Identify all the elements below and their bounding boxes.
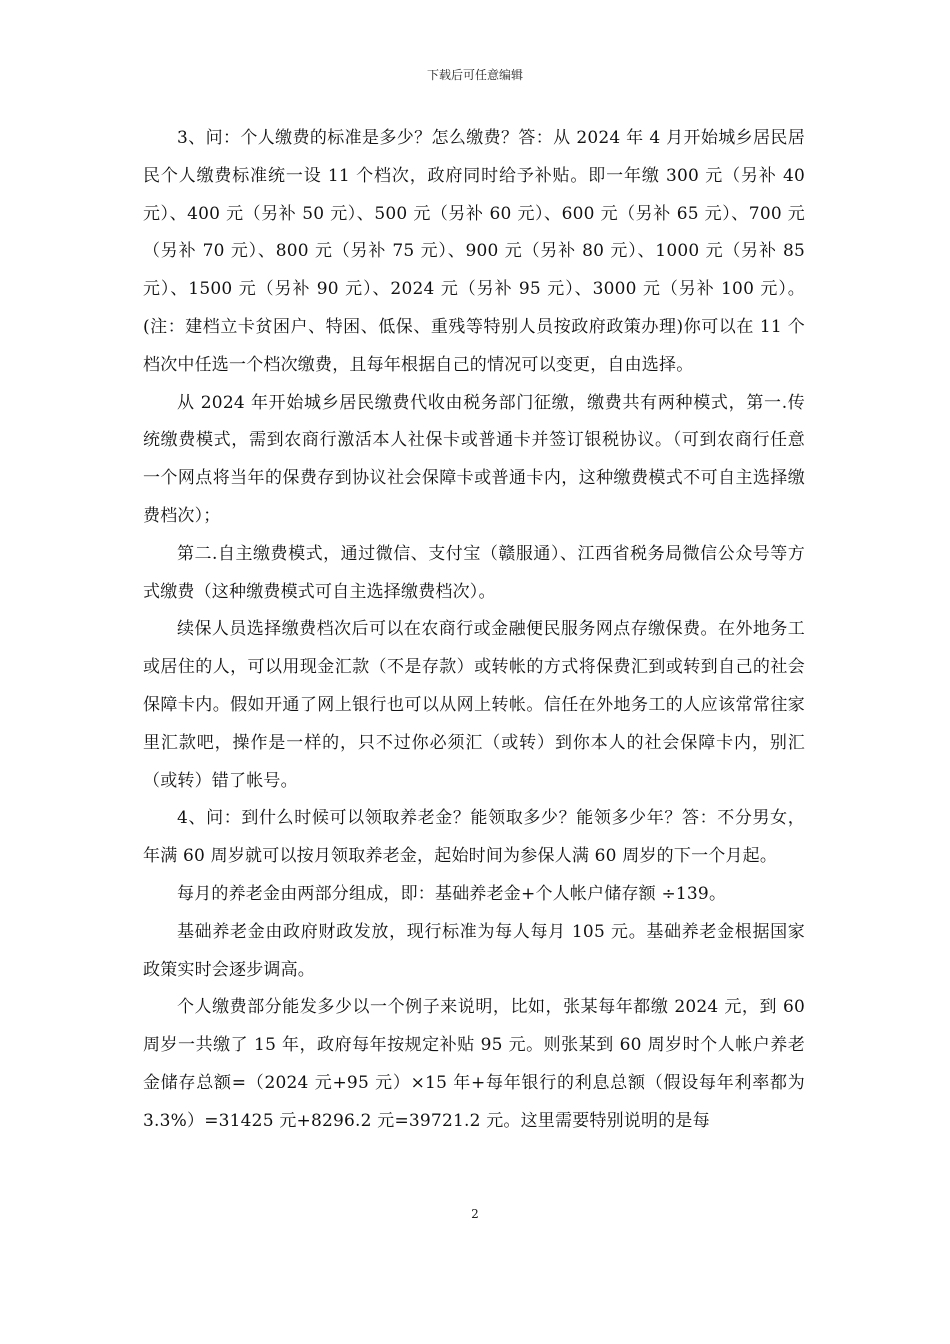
paragraph-renewal-payment: 续保人员选择缴费档次后可以在农商行或金融便民服务网点存缴保费。在外地务工或居住的人，可以用现金汇款（不是存款）或转帐的方式将保费汇到或转到自己的社会保障卡内。假如开通了网上银行也可以从网上转帐。信任在外地务工的人应该常常往家里汇款吧，操作是一样的，只不过你必须汇（或转）到你本人的社会保障卡内，别汇（或转）错了帐号。 <box>143 619 805 791</box>
paragraph-q3-contribution-standard: 3、问：个人缴费的标准是多少？怎么缴费？答：从 2024 年 4 月开始城乡居民居民个人缴费标准统一设 11 个档次，政府同时给予补贴。即一年缴 300 元（另补 40 元）、400 元（另补 50 元）、500 元（另补 60 元）、600 元（另补 65 元）、700 元（另补 70 元）、800 元（另补 75 元）、900 元（另补 80 元）、1000 元（另补 85 元）、1500 元（另补 90 元）、2024 元（另补 95 元）、3000 元（另补 100 元）。(注：建档立卡贫困户、特困、低保、重残等特别人员按政府政策办理)你可以在 11 个档次中任选一个档次缴费，且每年根据自己的情况可以变更，自由选择。 <box>143 128 805 375</box>
document-body <box>143 120 805 1141</box>
paragraph-q4-pension-eligibility: 4、问：到什么时候可以领取养老金？能领取多少？能领多少年？答：不分男女，年满 60 周岁就可以按月领取养老金，起始时间为参保人满 60 周岁的下一个月起。 <box>143 808 805 867</box>
paragraph-example-calculation: 个人缴费部分能发多少以一个例子来说明，比如，张某每年都缴 2024 元，到 60 周岁一共缴了 15 年，政府每年按规定补贴 95 元。则张某到 60 周岁时个人帐户养老金储存总额=（2024 元+95 元）×15 年+每年银行的利息总额（假设每年利率都为 3.3%）=31425 元+8296.2 元=39721.2 元。这里需要特别说明的是每 <box>143 997 805 1131</box>
paragraph-monthly-pension-formula: 每月的养老金由两部分组成，即：基础养老金+个人帐户储存额 ÷139。 <box>177 883 727 904</box>
paragraph-payment-modes: 从 2024 年开始城乡居民缴费代收由税务部门征缴，缴费共有两种模式，第一.传统缴费模式，需到农商行激活本人社保卡或普通卡并签订银税协议。（可到农商行任意一个网点将当年的保费存到协议社会保障卡或普通卡内，这种缴费模式不可自主选择缴费档次）； <box>143 392 805 526</box>
paragraph-basic-pension: 基础养老金由政府财政发放，现行标准为每人每月 105 元。基础养老金根据国家政策实时会逐步调高。 <box>143 921 805 980</box>
page-header: 下载后可任意编辑 <box>426 68 523 82</box>
page-number: 2 <box>471 1207 479 1221</box>
paragraph-self-service-mode: 第二.自主缴费模式，通过微信、支付宝（赣服通）、江西省税务局微信公众号等方式缴费（这种缴费模式可自主选择缴费档次）。 <box>143 543 805 602</box>
